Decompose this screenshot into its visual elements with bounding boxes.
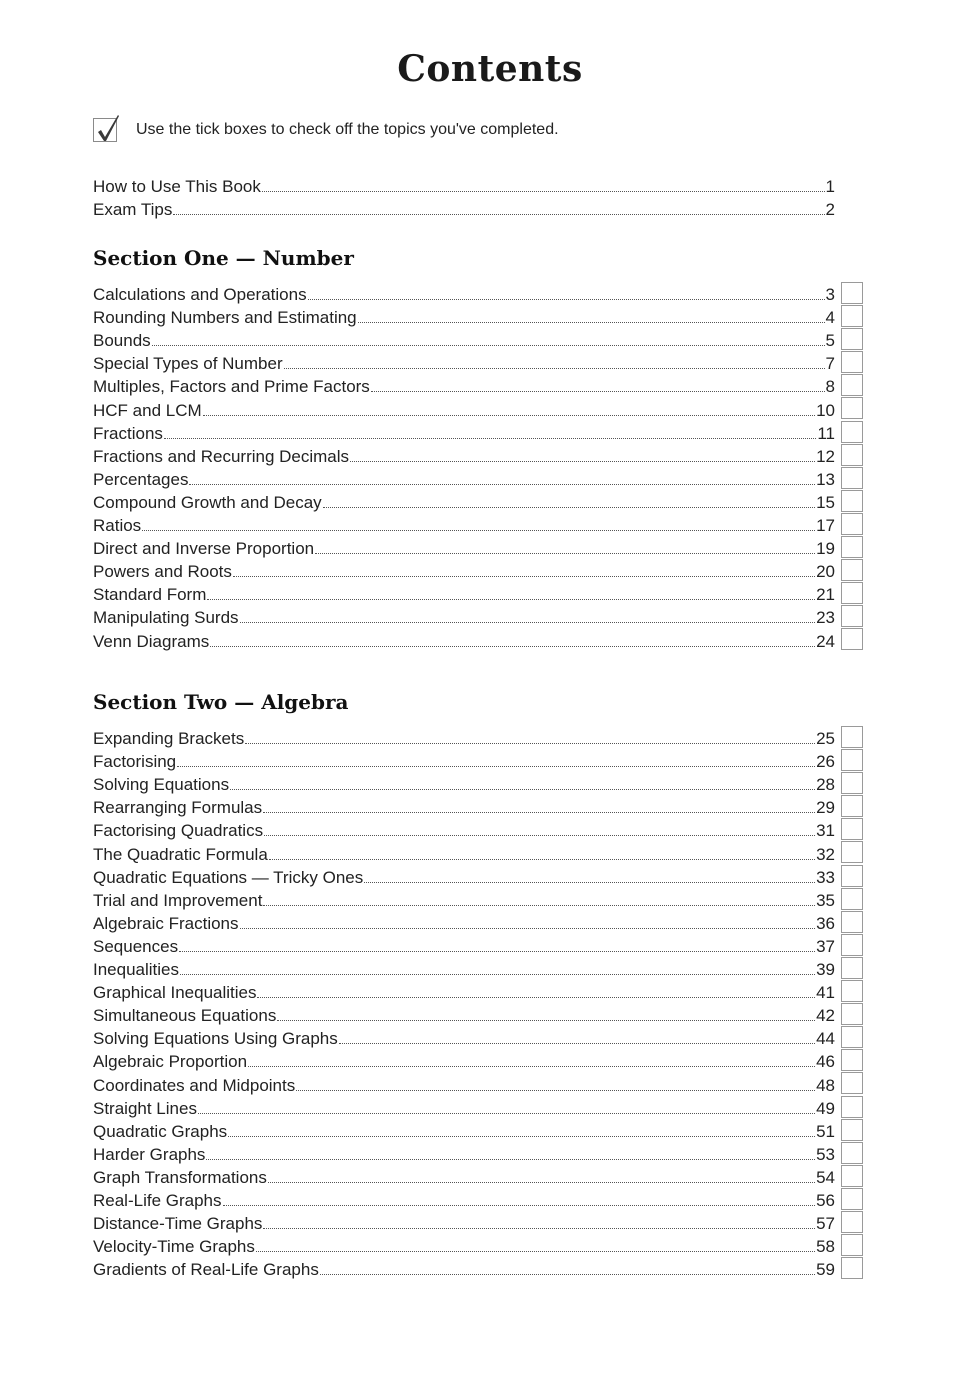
page-title: Contents <box>397 48 583 90</box>
page-number: 58 <box>816 1237 835 1257</box>
toc-entry[interactable] <box>93 1072 835 1095</box>
completion-checkbox[interactable] <box>841 1188 863 1210</box>
entry-title: Algebraic Fractions <box>93 913 239 933</box>
toc-entry[interactable] <box>93 1142 835 1165</box>
toc-entry[interactable] <box>93 980 835 1003</box>
page-number: 57 <box>816 1214 835 1234</box>
entry-title: Distance-Time Graphs <box>93 1214 263 1234</box>
dot-leader <box>240 621 816 623</box>
toc-entry[interactable] <box>93 818 835 841</box>
dot-leader <box>320 1273 815 1275</box>
entry-title: Powers and Roots <box>93 562 232 582</box>
entry-title: Gradients of Real-Life Graphs <box>93 1260 319 1280</box>
toc-entry[interactable] <box>93 305 835 328</box>
toc-entry[interactable] <box>93 351 835 374</box>
entry-title: Fractions and Recurring Decimals <box>93 446 350 466</box>
page-number: 19 <box>816 539 835 559</box>
toc-entry[interactable] <box>93 726 835 749</box>
dot-leader <box>269 858 815 860</box>
completion-checkbox[interactable] <box>841 467 863 489</box>
dot-leader <box>323 506 815 508</box>
dot-leader <box>308 298 825 300</box>
dot-leader <box>230 788 815 790</box>
dot-leader <box>364 881 815 883</box>
entry-title: Calculations and Operations <box>93 285 307 305</box>
entry-title: Graphical Inequalities <box>93 983 257 1003</box>
toc-entry[interactable] <box>93 841 835 864</box>
instruction-text: Use the tick boxes to check off the topics you've completed. <box>136 121 559 138</box>
completion-checkbox[interactable] <box>841 841 863 863</box>
dot-leader <box>203 414 815 416</box>
completion-checkbox[interactable] <box>841 1165 863 1187</box>
toc-entry[interactable] <box>93 865 835 888</box>
toc-entry[interactable] <box>93 328 835 351</box>
toc-entry[interactable] <box>93 795 835 818</box>
page-number: 20 <box>816 562 835 582</box>
page-number: 3 <box>825 285 835 305</box>
entry-title: Inequalities <box>93 960 180 980</box>
page-number: 21 <box>816 585 835 605</box>
completion-checkbox[interactable] <box>841 490 863 512</box>
dot-leader <box>262 190 825 192</box>
page-number: 4 <box>825 308 835 328</box>
tick-box-icon <box>93 118 117 142</box>
toc-entry[interactable] <box>93 582 835 605</box>
completion-checkbox[interactable] <box>841 374 863 396</box>
completion-checkbox[interactable] <box>841 328 863 350</box>
dot-leader <box>245 742 815 744</box>
section-heading: Section One — Number <box>93 246 354 270</box>
front-matter-list <box>93 174 835 220</box>
entry-title: Simultaneous Equations <box>93 1006 277 1026</box>
toc-entry[interactable] <box>93 536 835 559</box>
entry-title: Fractions <box>93 423 163 443</box>
completion-checkbox[interactable] <box>841 1072 863 1094</box>
dot-leader <box>350 460 815 462</box>
dot-leader <box>179 950 815 952</box>
toc-entry[interactable] <box>93 1026 835 1049</box>
page-number: 7 <box>825 354 835 374</box>
entry-title: The Quadratic Formula <box>93 844 268 864</box>
entry-title: Bounds <box>93 331 151 351</box>
entry-title: Factorising <box>93 752 177 772</box>
toc-entry[interactable] <box>93 1165 835 1188</box>
entry-title: Percentages <box>93 469 189 489</box>
entry-title: Expanding Brackets <box>93 729 245 749</box>
page-number: 12 <box>816 446 835 466</box>
entry-title: Sequences <box>93 936 179 956</box>
toc-entry[interactable] <box>93 282 835 305</box>
page-number: 29 <box>816 798 835 818</box>
toc-entry[interactable] <box>93 1119 835 1142</box>
page-number: 32 <box>816 844 835 864</box>
page-number: 13 <box>816 469 835 489</box>
dot-leader <box>263 904 815 906</box>
toc-entry[interactable] <box>93 1234 835 1257</box>
completion-checkbox[interactable] <box>841 934 863 956</box>
page-number: 36 <box>816 913 835 933</box>
dot-leader <box>358 321 825 323</box>
dot-leader <box>264 834 815 836</box>
page-number: 46 <box>816 1052 835 1072</box>
completion-checkbox[interactable] <box>841 559 863 581</box>
toc-entry[interactable] <box>93 888 835 911</box>
toc-entry[interactable] <box>93 174 835 197</box>
dot-leader <box>233 575 815 577</box>
toc-entry[interactable] <box>93 911 835 934</box>
completion-checkbox[interactable] <box>841 397 863 419</box>
toc-entry[interactable] <box>93 490 835 513</box>
completion-checkbox[interactable] <box>841 818 863 840</box>
completion-checkbox[interactable] <box>841 513 863 535</box>
page-number: 37 <box>816 936 835 956</box>
completion-checkbox[interactable] <box>841 1096 863 1118</box>
toc-entry[interactable] <box>93 559 835 582</box>
completion-checkbox[interactable] <box>841 1234 863 1256</box>
page-number: 24 <box>816 631 835 651</box>
toc-entry[interactable] <box>93 197 835 220</box>
entry-title: Algebraic Proportion <box>93 1052 248 1072</box>
dot-leader <box>240 927 816 929</box>
completion-checkbox[interactable] <box>841 582 863 604</box>
entry-title: Trial and Improvement <box>93 890 263 910</box>
completion-checkbox[interactable] <box>841 1142 863 1164</box>
completion-checkbox[interactable] <box>841 1026 863 1048</box>
toc-entry[interactable] <box>93 1049 835 1072</box>
dot-leader <box>180 973 815 975</box>
dot-leader <box>339 1042 815 1044</box>
dot-leader <box>296 1089 815 1091</box>
page-number: 26 <box>816 752 835 772</box>
dot-leader <box>256 1250 815 1252</box>
completion-checkbox[interactable] <box>841 1049 863 1071</box>
page-number: 11 <box>817 423 835 443</box>
toc-entry[interactable] <box>93 1257 835 1280</box>
completion-checkbox[interactable] <box>841 1211 863 1233</box>
entry-title: Harder Graphs <box>93 1144 206 1164</box>
page-number: 28 <box>816 775 835 795</box>
toc-entry[interactable] <box>93 957 835 980</box>
page-number: 2 <box>825 200 835 220</box>
toc-entry[interactable] <box>93 467 835 490</box>
dot-leader <box>152 344 825 346</box>
dot-leader <box>257 996 815 998</box>
completion-checkbox[interactable] <box>841 536 863 558</box>
page-number: 49 <box>816 1098 835 1118</box>
dot-leader <box>371 390 825 392</box>
page-number: 35 <box>816 890 835 910</box>
completion-checkbox[interactable] <box>841 911 863 933</box>
page-number: 31 <box>816 821 835 841</box>
completion-checkbox[interactable] <box>841 421 863 443</box>
page-number: 39 <box>816 960 835 980</box>
instruction <box>93 115 559 145</box>
entry-title: Direct and Inverse Proportion <box>93 539 315 559</box>
dot-leader <box>248 1065 815 1067</box>
page-number: 25 <box>816 729 835 749</box>
toc-entry[interactable] <box>93 1003 835 1026</box>
completion-checkbox[interactable] <box>841 1257 863 1279</box>
dot-leader <box>284 367 825 369</box>
completion-checkbox[interactable] <box>841 305 863 327</box>
page-number: 17 <box>816 516 835 536</box>
dot-leader <box>268 1181 815 1183</box>
entry-title: Coordinates and Midpoints <box>93 1075 296 1095</box>
entry-title: Exam Tips <box>93 200 173 220</box>
toc-entry[interactable] <box>93 605 835 628</box>
completion-checkbox[interactable] <box>841 865 863 887</box>
completion-checkbox[interactable] <box>841 282 863 304</box>
page-number: 59 <box>816 1260 835 1280</box>
page-number: 44 <box>816 1029 835 1049</box>
toc-entry[interactable] <box>93 421 835 444</box>
dot-leader <box>210 645 815 647</box>
dot-leader <box>315 552 815 554</box>
entry-title: Rearranging Formulas <box>93 798 263 818</box>
completion-checkbox[interactable] <box>841 795 863 817</box>
page-number: 56 <box>816 1190 835 1210</box>
toc-entry[interactable] <box>93 374 835 397</box>
section-one-list <box>93 282 835 652</box>
completion-checkbox[interactable] <box>841 726 863 748</box>
page-number: 54 <box>816 1167 835 1187</box>
completion-checkbox[interactable] <box>841 772 863 794</box>
dot-leader <box>177 765 815 767</box>
completion-checkbox[interactable] <box>841 1003 863 1025</box>
entry-title: Real-Life Graphs <box>93 1190 222 1210</box>
toc-entry[interactable] <box>93 934 835 957</box>
page-number: 15 <box>816 492 835 512</box>
completion-checkbox[interactable] <box>841 980 863 1002</box>
toc-entry[interactable] <box>93 749 835 772</box>
page-number: 42 <box>816 1006 835 1026</box>
completion-checkbox[interactable] <box>841 749 863 771</box>
page-number: 41 <box>816 983 835 1003</box>
dot-leader <box>142 529 815 531</box>
section-heading: Section Two — Algebra <box>93 690 349 714</box>
entry-title: Quadratic Graphs <box>93 1121 228 1141</box>
entry-title: Solving Equations Using Graphs <box>93 1029 338 1049</box>
page-number: 5 <box>825 331 835 351</box>
completion-checkbox[interactable] <box>841 957 863 979</box>
toc-entry[interactable] <box>93 1096 835 1119</box>
completion-checkbox[interactable] <box>841 628 863 650</box>
dot-leader <box>277 1019 815 1021</box>
page-number: 23 <box>816 608 835 628</box>
page-number: 8 <box>825 377 835 397</box>
completion-checkbox[interactable] <box>841 1119 863 1141</box>
dot-leader <box>207 598 815 600</box>
entry-title: Graph Transformations <box>93 1167 267 1187</box>
entry-title: Multiples, Factors and Prime Factors <box>93 377 370 397</box>
dot-leader <box>228 1135 815 1137</box>
toc-entry[interactable] <box>93 513 835 536</box>
entry-title: Ratios <box>93 516 142 536</box>
page-number: 10 <box>816 400 835 420</box>
completion-checkbox[interactable] <box>841 888 863 910</box>
dot-leader <box>263 1227 815 1229</box>
toc-entry[interactable] <box>93 628 835 651</box>
dot-leader <box>263 811 815 813</box>
page-number: 53 <box>816 1144 835 1164</box>
page-number: 48 <box>816 1075 835 1095</box>
dot-leader <box>223 1204 816 1206</box>
entry-title: Straight Lines <box>93 1098 197 1118</box>
page-number: 33 <box>816 867 835 887</box>
completion-checkbox[interactable] <box>841 444 863 466</box>
toc-entry[interactable] <box>93 1211 835 1234</box>
entry-title: Standard Form <box>93 585 207 605</box>
toc-entry[interactable] <box>93 772 835 795</box>
completion-checkbox[interactable] <box>841 351 863 373</box>
entry-title: Special Types of Number <box>93 354 283 374</box>
section-two-list <box>93 726 835 1280</box>
dot-leader <box>173 213 824 215</box>
entry-title: Rounding Numbers and Estimating <box>93 308 357 328</box>
dot-leader <box>164 437 816 439</box>
toc-entry[interactable] <box>93 444 835 467</box>
entry-title: Compound Growth and Decay <box>93 492 322 512</box>
page-number: 1 <box>825 177 835 197</box>
toc-entry[interactable] <box>93 1188 835 1211</box>
dot-leader <box>189 483 815 485</box>
entry-title: HCF and LCM <box>93 400 202 420</box>
entry-title: Quadratic Equations — Tricky Ones <box>93 867 364 887</box>
page-number: 51 <box>816 1121 835 1141</box>
entry-title: Factorising Quadratics <box>93 821 264 841</box>
entry-title: How to Use This Book <box>93 177 261 197</box>
completion-checkbox[interactable] <box>841 605 863 627</box>
dot-leader <box>206 1158 815 1160</box>
entry-title: Venn Diagrams <box>93 631 210 651</box>
entry-title: Velocity-Time Graphs <box>93 1237 255 1257</box>
dot-leader <box>198 1112 815 1114</box>
toc-entry[interactable] <box>93 397 835 420</box>
entry-title: Manipulating Surds <box>93 608 239 628</box>
entry-title: Solving Equations <box>93 775 230 795</box>
